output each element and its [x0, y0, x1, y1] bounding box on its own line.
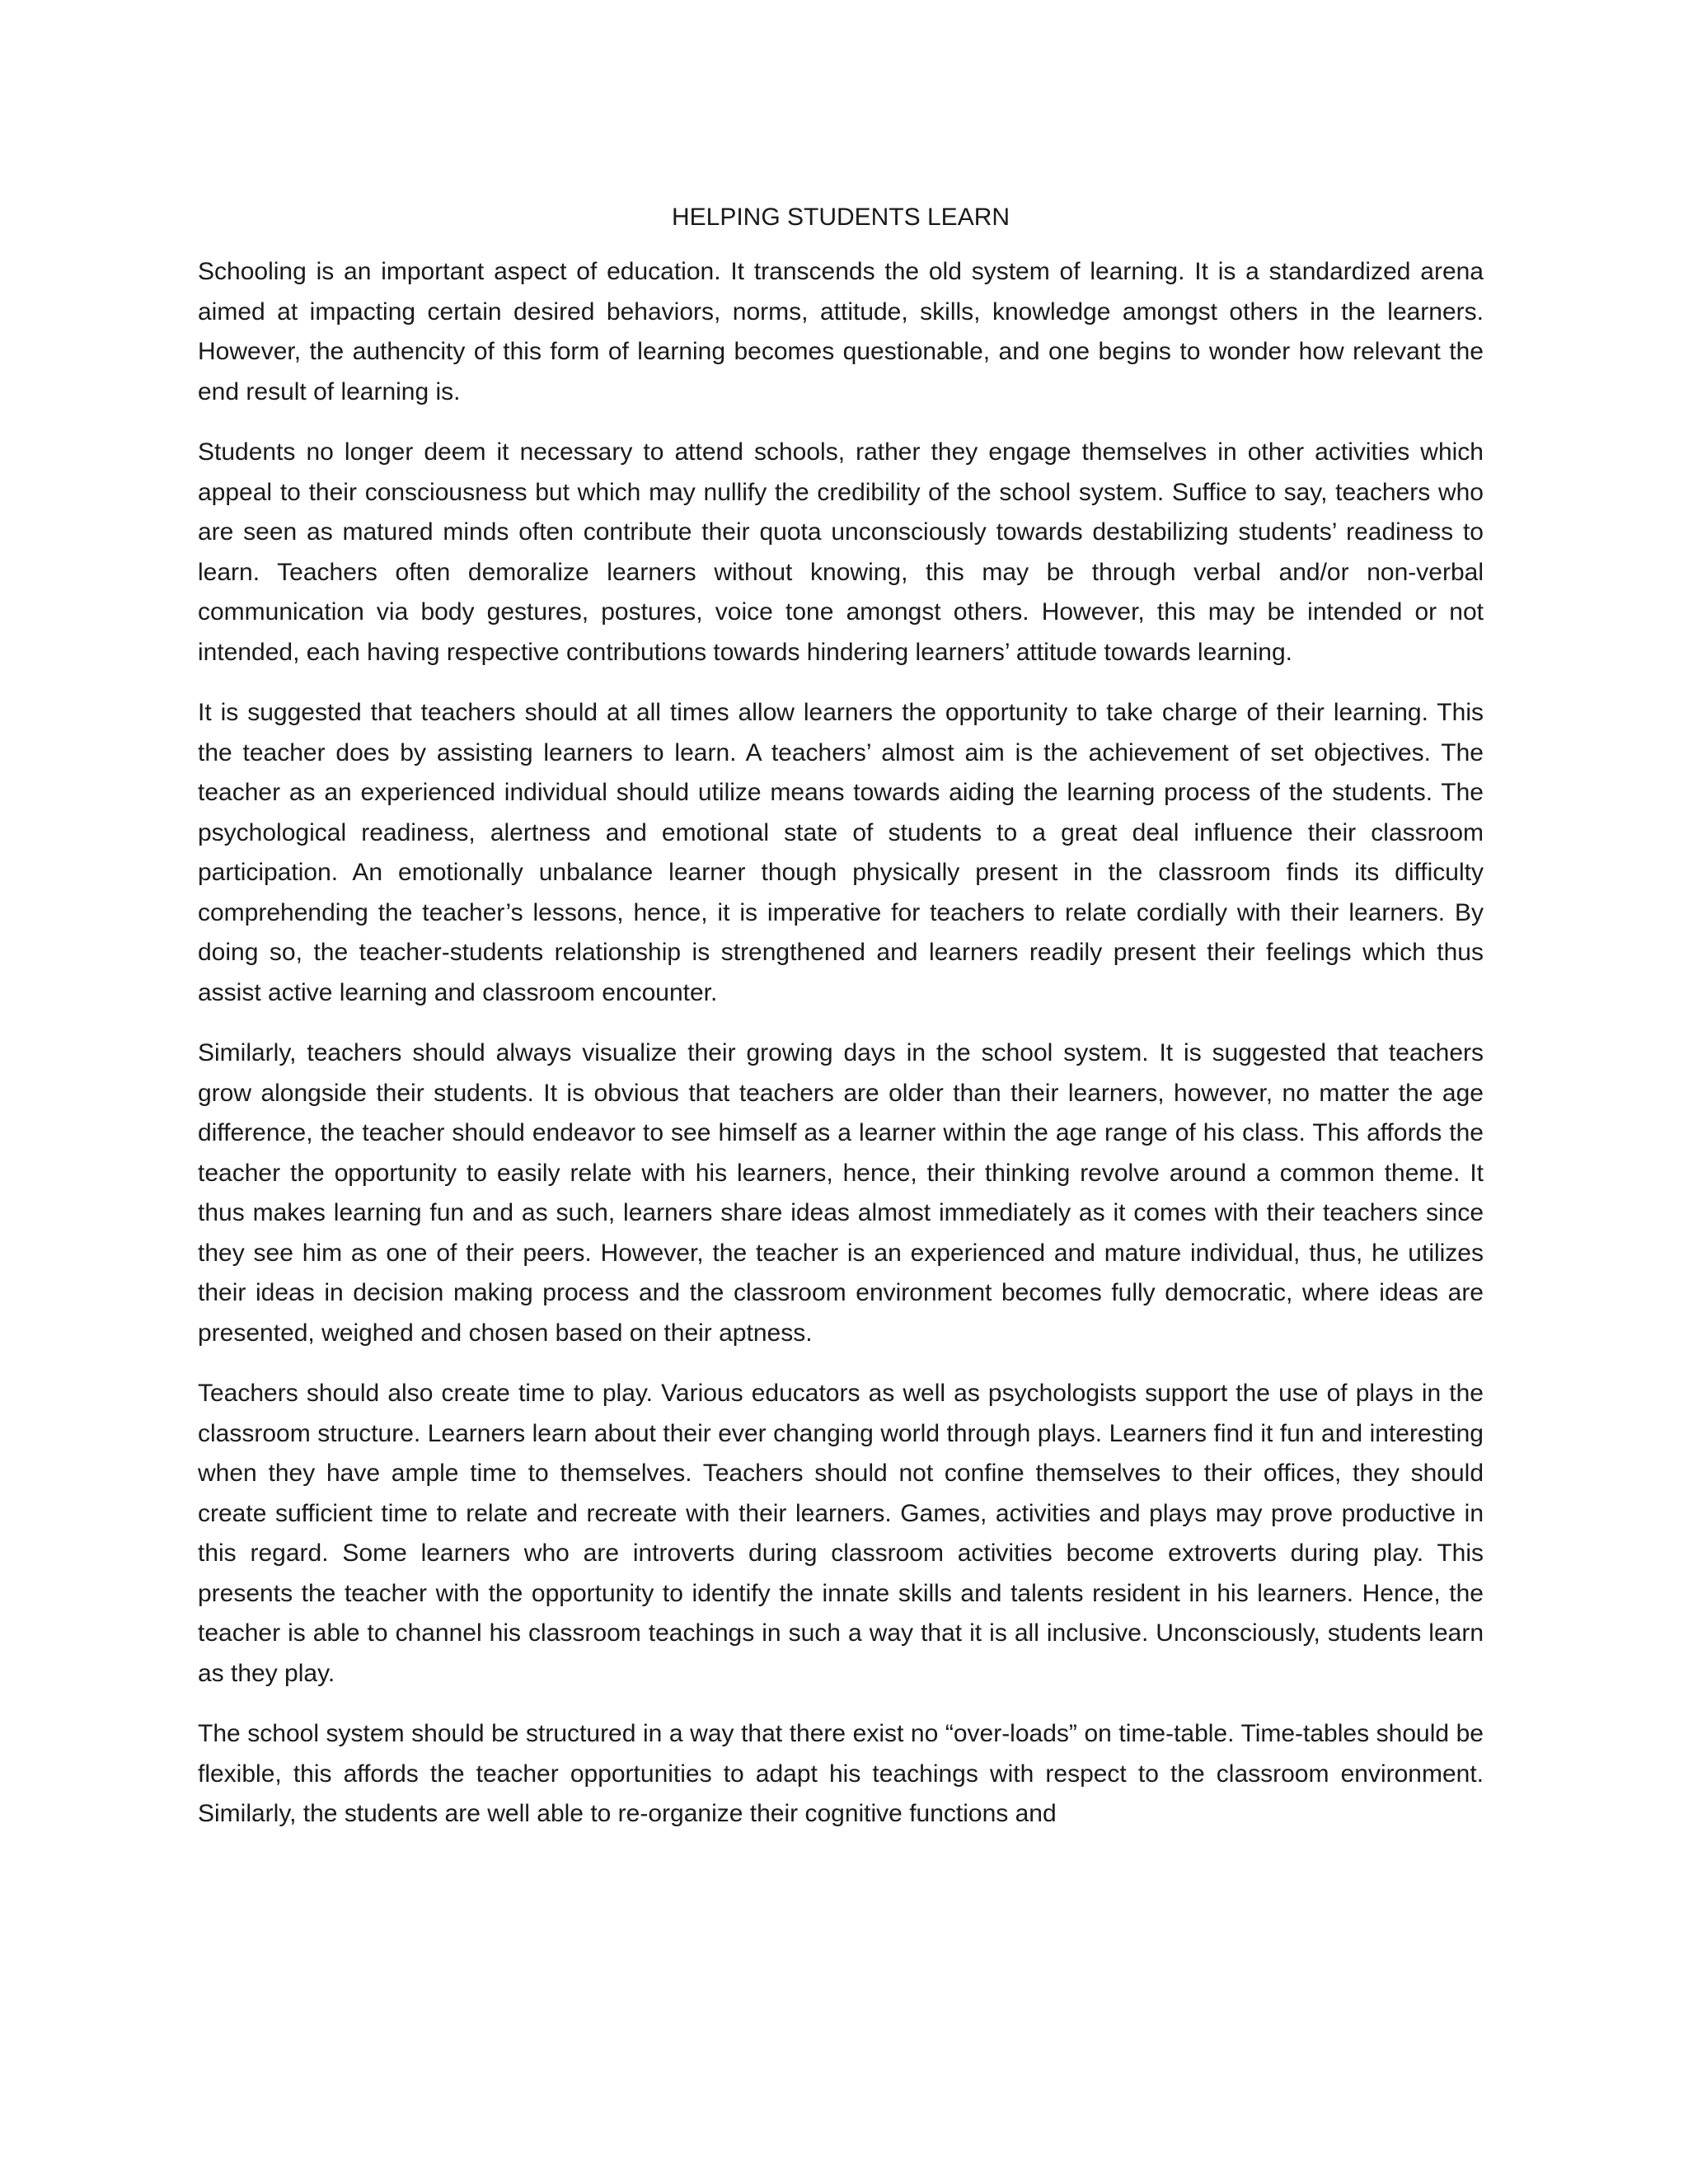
document-body: [198, 198, 1484, 1855]
paragraph-4: Similarly, teachers should always visualize their growing days in the school system. It is suggested that teachers grow alongside their students. It is obvious that teachers are older than their learners, however, no matter the age difference, the teacher should endeavor to see himself as a learner within the age range of his class. This affords the teacher the opportunity to easily relate with his learners, hence, their thinking revolve around a common theme. It thus makes learning fun and as such, learners share ideas almost immediately as it comes with their teachers since they see him as one of their peers. However, the teacher is an experienced and mature individual, thus, he utilizes their ideas in decision making process and the classroom environment becomes fully democratic, where ideas are presented, weighed and chosen based on their aptness.: [198, 1039, 1484, 1347]
paragraph-6: The school system should be structured in a way that there exist no “over-loads” on time-table. Time-tables should be flexible, this affords the teacher opportunities to adapt his teachings with respect to the classroom environment. Similarly, the students are well able to re-organize their cognitive functions and: [198, 1720, 1484, 1827]
paragraph-5: Teachers should also create time to play. Various educators as well as psychologists support the use of plays in the classroom structure. Learners learn about their ever changing world through plays. Learners find it fun and interesting when they have ample time to themselves. Teachers should not confine themselves to their offices, they should create sufficient time to relate and recreate with their learners. Games, activities and plays may prove productive in this regard. Some learners who are introverts during classroom activities become extroverts during play. This presents the teacher with the opportunity to identify the innate skills and talents resident in his learners. Hence, the teacher is able to channel his classroom teachings in such a way that it is all inclusive. Unconsciously, students learn as they play.: [198, 1380, 1484, 1687]
paragraph-3: It is suggested that teachers should at all times allow learners the opportunity to take charge of their learning. This the teacher does by assisting learners to learn. A teachers’ almost aim is the achievement of set objectives. The teacher as an experienced individual should utilize means towards aiding the learning process of the students. The psychological readiness, alertness and emotional state of students to a great deal influence their classroom participation. An emotionally unbalance learner though physically present in the classroom finds its difficulty comprehending the teacher’s lessons, hence, it is imperative for teachers to relate cordially with their learners. By doing so, the teacher-students relationship is strengthened and learners readily present their feelings which thus assist active learning and classroom encounter.: [198, 699, 1484, 1006]
paragraph-2: Students no longer deem it necessary to attend schools, rather they engage themselves in other activities which appeal to their consciousness but which may nullify the credibility of the school system. Suffice to say, teachers who are seen as matured minds often contribute their quota unconsciously towards destabilizing students’ readiness to learn. Teachers often demoralize learners without knowing, this may be through verbal and/or non-verbal communication via body gestures, postures, voice tone amongst others. However, this may be intended or not intended, each having respective contributions towards hindering learners’ attitude towards learning.: [198, 438, 1484, 666]
document-title: HELPING STUDENTS LEARN: [671, 204, 1010, 231]
paragraph-1: Schooling is an important aspect of education. It transcends the old system of learning. It is a standardized arena aimed at impacting certain desired behaviors, norms, attitude, skills, knowledge amongst others in the learners. However, the authencity of this form of learning becomes questionable, and one begins to wonder how relevant the end result of learning is.: [198, 258, 1484, 405]
